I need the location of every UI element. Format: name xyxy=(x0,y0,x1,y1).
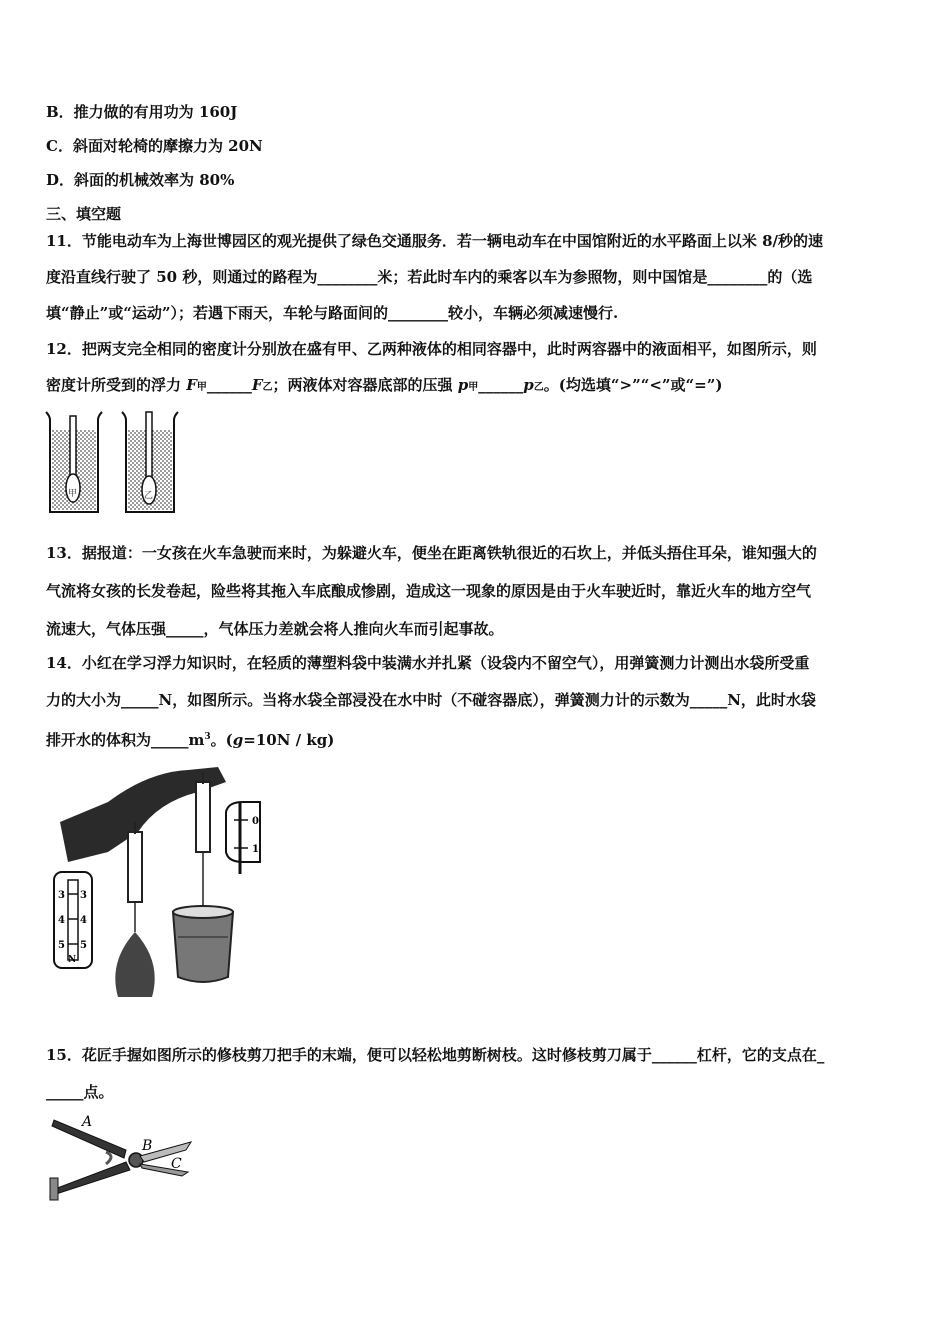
q12-line-1: 12．把两支完全相同的密度计分别放在盛有甲、乙两种液体的相同容器中，此时两容器中的液面相平，如图所示，则 xyxy=(46,340,817,358)
scale-left-4: 4 xyxy=(58,915,65,926)
q14-line-3: 排开水的体积为$\_\_\_\_\_m^3$。(g=10N / kg) xyxy=(46,731,335,749)
scale-right-0: 0 xyxy=(252,816,259,827)
scale-left-5: 5 xyxy=(58,940,65,951)
scale-left-4-right: 4 xyxy=(80,915,87,926)
q15-line-2: _____点。 xyxy=(46,1083,114,1101)
hydrometer-figure xyxy=(42,408,182,518)
scale-right-1: 1 xyxy=(252,844,259,855)
scale-left-3-right: 3 xyxy=(80,890,87,901)
option-c: C．斜面对轮椅的摩擦力为 20N xyxy=(46,137,263,155)
label-yi: 乙 xyxy=(144,491,154,501)
label-b: B xyxy=(142,1138,153,1154)
q14-line-1: 14．小红在学习浮力知识时，在轻质的薄塑料袋中装满水并扎紧（设袋内不留空气），用弹簧测力计测出水袋所受重 xyxy=(46,654,810,672)
q11-line-2: 度沿直线行驶了 50 秒，则通过的路程为________米；若此时车内的乘客以车为参照物，则中国馆是________的（选 xyxy=(46,268,813,286)
option-b: B．推力做的有用功为 160J xyxy=(46,103,238,121)
pruning-shears-figure xyxy=(46,1112,196,1207)
option-d: D．斜面的机械效率为 80% xyxy=(46,171,235,189)
q12-line-2: 密度计所受到的浮力 F甲______F乙；两液体对容器底部的压强 p甲______p乙。(均选填“>”“<”或“=”) xyxy=(46,376,723,394)
q13-line-3: 流速大，气体压强_____，气体压力差就会将人推向火车而引起事故。 xyxy=(46,620,504,638)
label-c: C xyxy=(171,1156,182,1172)
q15-line-1: 15．花匠手握如图所示的修枝剪刀把手的末端，便可以轻松地剪断树枝。这时修枝剪刀属于______杠杆，它的支点在_ xyxy=(46,1046,825,1064)
scale-unit: N xyxy=(68,955,77,965)
container-jia xyxy=(46,412,102,512)
q11-line-3: 填“静止”或“运动”）；若遇下雨天，车轮与路面间的________较小，车辆必须减速慢行. xyxy=(46,304,619,322)
section-title: 三、填空题 xyxy=(46,205,122,223)
q11-line-1: 11．节能电动车为上海世博园区的观光提供了绿色交通服务．若一辆电动车在中国馆附近的水平路面上以米 8/秒的速 xyxy=(46,232,824,250)
q13-line-1: 13．据报道：一女孩在火车急驶而来时，为躲避火车，便坐在距离铁轨很近的石坎上，并低头捂住耳朵，谁知强大的 xyxy=(46,544,817,562)
q13-line-2: 气流将女孩的长发卷起，险些将其拖入车底酿成惨剧，造成这一现象的原因是由于火车驶近时，靠近火车的地方空气 xyxy=(46,582,812,600)
scale-left-3: 3 xyxy=(58,890,65,901)
label-a: A xyxy=(82,1114,93,1130)
label-jia: 甲 xyxy=(68,489,78,499)
spring-balance-figure xyxy=(48,762,278,1022)
scale-left-5-right: 5 xyxy=(80,940,87,951)
container-yi xyxy=(122,412,178,512)
q14-line-2: 力的大小为_____N，如图所示。当将水袋全部浸没在水中时（不碰容器底），弹簧测力计的示数为_____N，此时水袋 xyxy=(46,691,816,709)
